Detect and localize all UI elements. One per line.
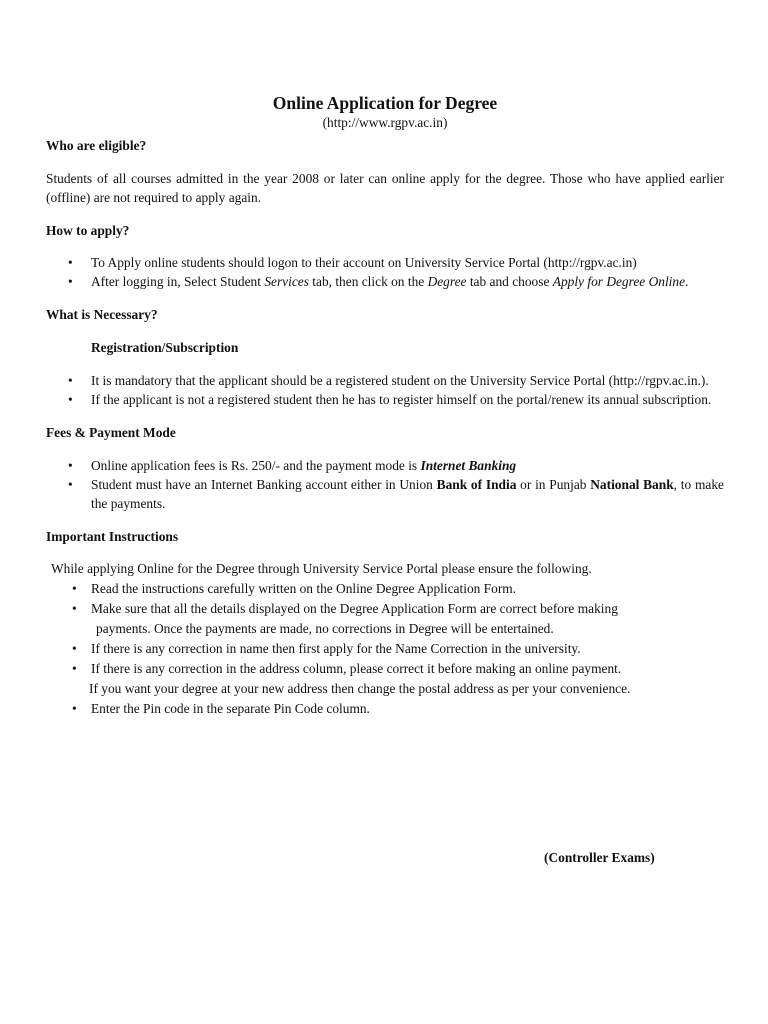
list-item: • If there is any correction in the address column, please correct it before making an online payment. xyxy=(46,659,724,679)
list-item: • If there is any correction in name then first apply for the Name Correction in the university. xyxy=(46,639,724,659)
signature: (Controller Exams) xyxy=(544,850,655,865)
eligible-heading: Who are eligible? xyxy=(46,138,147,153)
list-item: • Enter the Pin code in the separate Pin Code column. xyxy=(46,699,724,719)
list-item: • Student must have an Internet Banking account either in Union Bank of India or in Punjab National Bank, to make the payments. xyxy=(68,477,724,511)
registration-subheading: Registration/Subscription xyxy=(91,340,239,355)
bullet-icon: • xyxy=(68,373,73,388)
document-page xyxy=(46,92,724,865)
list-item: • Online application fees is Rs. 250/- and the payment mode is Internet Banking xyxy=(68,458,517,473)
instructions-list xyxy=(46,579,724,719)
bullet-icon: • xyxy=(68,477,73,492)
bullet-icon: • xyxy=(72,581,77,596)
list-item: • If the applicant is not a registered student then he has to register himself on the portal/renew its annual subscription. xyxy=(68,392,712,407)
list-item: • After logging in, Select Student Services tab, then click on the Degree tab and choose Apply for Degree Online. xyxy=(68,274,689,289)
list-item: • Make sure that all the details displayed on the Degree Application Form are correct before making xyxy=(46,599,724,619)
list-item-continuation: payments. Once the payments are made, no corrections in Degree will be entertained. xyxy=(96,621,554,636)
website-url: (http://www.rgpv.ac.in) xyxy=(322,115,448,130)
fees-list xyxy=(46,456,724,513)
instructions-intro: While applying Online for the Degree through University Service Portal please ensure the following. xyxy=(51,561,592,576)
how-list xyxy=(46,253,724,291)
list-item: • Read the instructions carefully written on the Online Degree Application Form. xyxy=(46,579,724,599)
bullet-icon: • xyxy=(68,392,73,407)
bullet-icon: • xyxy=(68,458,73,473)
page-title: Online Application for Degree xyxy=(272,93,498,113)
necessary-list xyxy=(46,371,724,409)
bullet-icon: • xyxy=(72,701,77,716)
list-item: • It is mandatory that the applicant should be a registered student on the University Service Portal (http://rgpv.ac.in.). xyxy=(68,373,709,388)
bullet-icon: • xyxy=(68,274,73,289)
list-item-continuation: If you want your degree at your new address then change the postal address as per your convenience. xyxy=(89,681,631,696)
bullet-icon: • xyxy=(72,601,77,616)
instructions-heading: Important Instructions xyxy=(46,529,179,544)
list-item: • To Apply online students should logon to their account on University Service Portal (http://rgpv.ac.in) xyxy=(68,255,637,270)
bullet-icon: • xyxy=(72,661,77,676)
bullet-icon: • xyxy=(72,641,77,656)
necessary-heading: What is Necessary? xyxy=(46,307,158,322)
bullet-icon: • xyxy=(68,255,73,270)
eligible-text: Students of all courses admitted in the year 2008 or later can online apply for the degree. Those who have applied earlier (offline) are not required to apply again. xyxy=(46,171,724,205)
how-heading: How to apply? xyxy=(46,223,130,238)
fees-heading: Fees & Payment Mode xyxy=(46,425,176,440)
